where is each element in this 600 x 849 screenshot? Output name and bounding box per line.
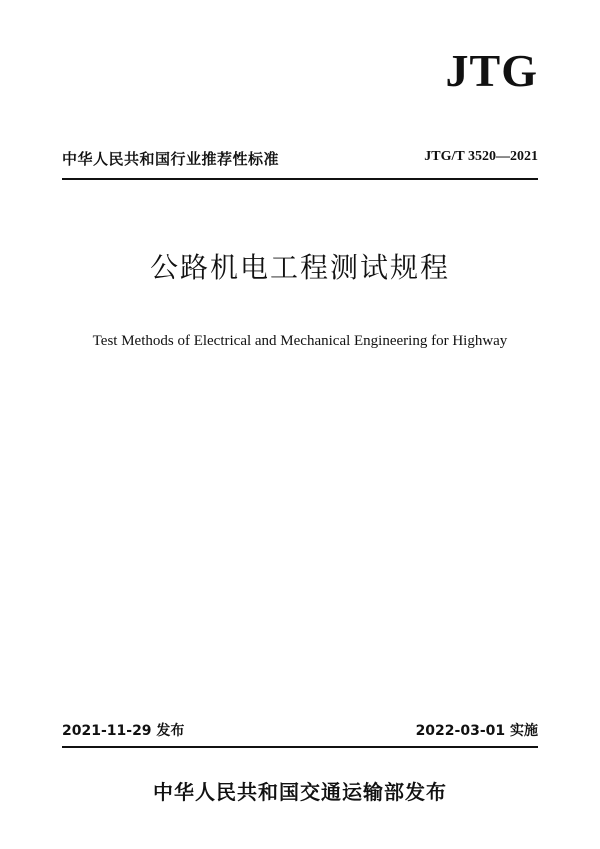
issue-date: 2021-11-29 发布 — [62, 723, 185, 739]
title-english: Test Methods of Electrical and Mechanical Engineering for Highway — [92, 333, 508, 349]
standard-category: 中华人民共和国行业推荐性标准 — [62, 150, 280, 168]
jtg-logo: JTG — [445, 45, 538, 96]
bottom-divider — [62, 746, 538, 748]
publisher: 中华人民共和国交通运输部发布 — [153, 780, 447, 804]
implementation-date: 2022-03-01 实施 — [415, 723, 538, 739]
standard-number: JTG/T 3520—2021 — [424, 149, 538, 164]
header-row — [62, 148, 538, 172]
top-divider — [62, 178, 538, 180]
dates-row — [62, 720, 538, 742]
title-chinese: 公路机电工程测试规程 — [149, 251, 450, 284]
